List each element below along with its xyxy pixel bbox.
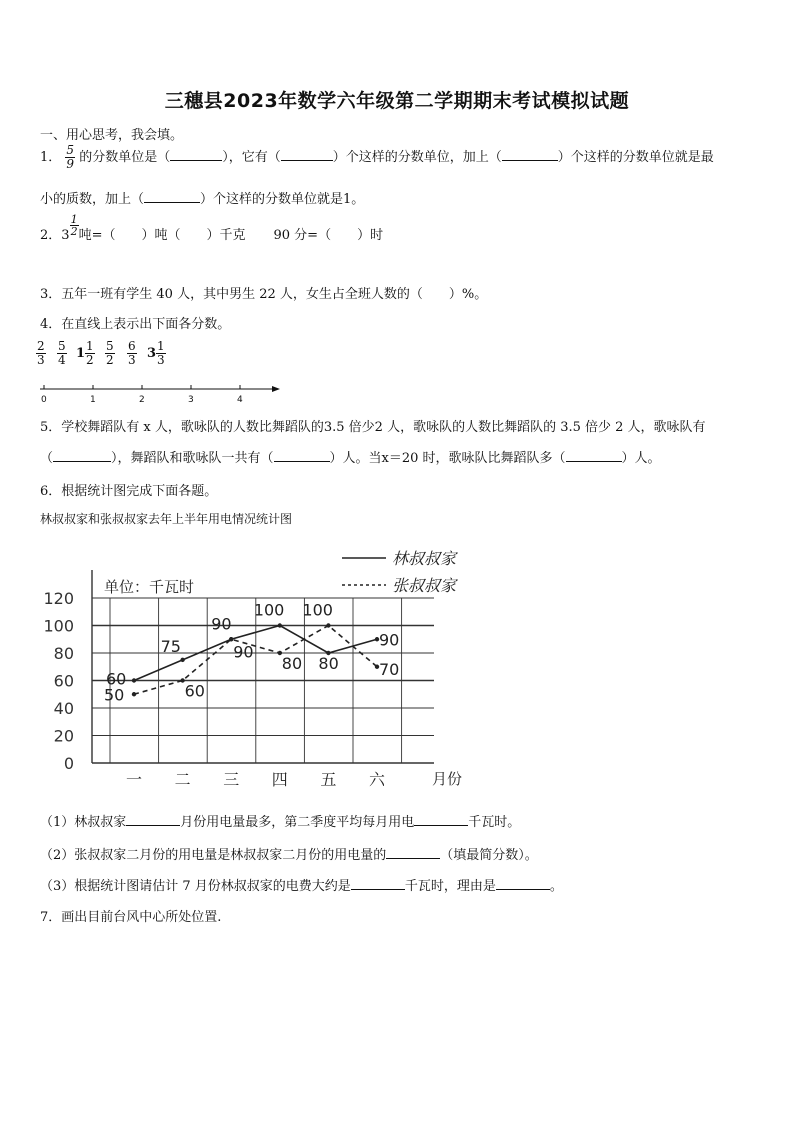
fraction-numerator: 6 bbox=[128, 339, 136, 353]
chart-x-ticks bbox=[126, 770, 386, 789]
number-line-tick-label: 1 bbox=[90, 395, 96, 405]
chart-legend bbox=[342, 549, 458, 595]
data-point bbox=[180, 658, 184, 662]
legend-label: 张叔叔家 bbox=[392, 576, 457, 595]
data-label: 100 bbox=[302, 600, 333, 620]
y-tick-label: 40 bbox=[53, 699, 74, 718]
chart-x-label: 月份 bbox=[432, 770, 463, 788]
fraction-denominator: 2 bbox=[86, 353, 94, 367]
number-line-tick-label: 4 bbox=[237, 395, 243, 405]
data-label: 60 bbox=[106, 669, 127, 689]
data-point bbox=[326, 623, 330, 627]
fraction-item bbox=[105, 340, 115, 367]
data-label: 50 bbox=[104, 685, 125, 705]
question-1-line-1: 1． $\frac{5}{9}$ 的分数单位是（ ），它有（ ）个这样的分数单位，加上（ ）个这样的分数单位就是最 bbox=[40, 143, 714, 171]
answer-blank[interactable] bbox=[566, 449, 622, 462]
page-title: 三穗县2023年数学六年级第二学期期末考试模拟试题 bbox=[164, 90, 630, 112]
question-7: 7．画出目前台风中心所处位置. bbox=[40, 910, 222, 925]
fraction-numerator: 5 bbox=[106, 339, 114, 353]
answer-blank[interactable] bbox=[53, 449, 111, 462]
x-tick-label: 五 bbox=[320, 770, 337, 789]
answer-blank[interactable] bbox=[496, 877, 550, 890]
answer-blank[interactable] bbox=[170, 148, 222, 161]
answer-blank[interactable] bbox=[281, 148, 333, 161]
fraction-numerator: 2 bbox=[37, 339, 45, 353]
x-tick-label: 六 bbox=[368, 770, 386, 789]
chart-y-ticks bbox=[43, 589, 74, 773]
data-point bbox=[229, 637, 233, 641]
answer-blank[interactable] bbox=[274, 449, 330, 462]
question-1-line-2: 小的质数，加上（ ）个这样的分数单位就是1。 bbox=[40, 192, 365, 207]
fraction-numerator: 5 bbox=[58, 339, 66, 353]
x-tick-label: 二 bbox=[174, 770, 191, 789]
number-line-tick-label: 2 bbox=[139, 395, 145, 405]
answer-blank[interactable] bbox=[126, 813, 180, 826]
question-6-sub-2: （2）张叔叔家二月份的用电量是林叔叔家二月份的用电量的 （填最简分数）。 bbox=[40, 848, 538, 863]
fraction-denominator: 3 bbox=[128, 353, 136, 367]
data-label: 70 bbox=[379, 659, 400, 679]
line-chart bbox=[36, 540, 496, 798]
section-heading: 一、用心思考，我会填。 bbox=[40, 128, 184, 143]
answer-blank[interactable] bbox=[351, 877, 405, 890]
y-tick-label: 60 bbox=[53, 671, 74, 691]
fraction-denominator: 4 bbox=[58, 353, 66, 367]
fraction bbox=[156, 340, 166, 367]
chart-caption: 林叔叔家和张叔叔家去年上半年用电情况统计图 bbox=[40, 512, 293, 526]
question-2: 2．3 $\frac{1}{2}$ 吨=（ ）吨（ ）千克 90 分=（ ）时 bbox=[40, 213, 384, 243]
fraction bbox=[105, 340, 115, 367]
data-label: 75 bbox=[160, 636, 181, 656]
y-tick-label: 20 bbox=[53, 726, 74, 746]
data-label: 90 bbox=[211, 614, 232, 634]
number-line[interactable] bbox=[36, 380, 286, 406]
fraction bbox=[85, 340, 95, 367]
fraction-item bbox=[127, 340, 137, 367]
data-label: 90 bbox=[233, 642, 254, 662]
y-tick-label: 80 bbox=[53, 644, 74, 663]
number-line-tick-label: 0 bbox=[41, 395, 47, 405]
question-3: 3．五年一班有学生 40 人，其中男生 22 人，女生占全班人数的（ ）%。 bbox=[40, 287, 488, 302]
fraction-five-ninths: $\frac{5}{9}$ bbox=[66, 143, 75, 171]
fraction bbox=[57, 340, 67, 367]
data-label: 80 bbox=[318, 654, 339, 673]
answer-blank[interactable] bbox=[414, 813, 468, 826]
data-point bbox=[278, 623, 282, 627]
fraction-one-half: $\frac{1}{2}$ bbox=[70, 213, 78, 238]
x-tick-label: 一 bbox=[125, 770, 143, 789]
legend-label: 林叔叔家 bbox=[392, 549, 457, 568]
fraction-item bbox=[36, 340, 46, 367]
question-4: 4．在直线上表示出下面各分数。 bbox=[40, 317, 231, 332]
fraction-item bbox=[147, 340, 166, 367]
data-label: 80 bbox=[281, 654, 303, 673]
fraction bbox=[127, 340, 137, 367]
y-tick-label: 0 bbox=[63, 754, 74, 773]
fraction-whole: 1 bbox=[76, 346, 86, 361]
question-6: 6．根据统计图完成下面各题。 bbox=[40, 484, 218, 499]
question-6-sub-1: （1）林叔叔家 月份用电量最多，第二季度平均每月用电 千瓦时。 bbox=[40, 815, 521, 830]
fraction-denominator: 2 bbox=[106, 353, 114, 367]
answer-blank[interactable] bbox=[502, 148, 558, 161]
question-5-line-1: 5．学校舞蹈队有 x 人，歌咏队的人数比舞蹈队的3.5 倍少2 人，歌咏队的人数比舞蹈队的 3.5 倍少 2 人，歌咏队有 bbox=[40, 420, 706, 435]
answer-blank[interactable] bbox=[144, 190, 200, 203]
chart-y-label: 单位：千瓦时 bbox=[104, 578, 195, 596]
chart-data-labels bbox=[104, 601, 399, 705]
x-tick-label: 四 bbox=[271, 770, 288, 789]
data-label: 100 bbox=[253, 600, 285, 620]
fraction-item bbox=[76, 340, 95, 367]
fraction-numerator: 1 bbox=[86, 339, 94, 353]
question-number: 1． bbox=[40, 150, 62, 165]
number-line-tick-label: 3 bbox=[188, 395, 194, 405]
fraction-denominator: 3 bbox=[37, 353, 45, 367]
fraction-denominator: 3 bbox=[157, 353, 165, 367]
question-6-sub-3: （3）根据统计图请估计 7 月份林叔叔家的电费大约是 千瓦时，理由是 。 bbox=[40, 879, 563, 894]
number-line-arrow bbox=[272, 386, 280, 392]
answer-blank[interactable] bbox=[386, 846, 440, 859]
data-label: 60 bbox=[184, 681, 205, 701]
fraction-whole: 3 bbox=[147, 346, 157, 361]
fraction-numerator: 1 bbox=[157, 339, 165, 353]
x-tick-label: 三 bbox=[223, 770, 240, 789]
data-point bbox=[132, 678, 136, 682]
y-tick-label: 100 bbox=[43, 616, 74, 636]
y-tick-label: 120 bbox=[43, 589, 74, 608]
question-5-line-2: （ ），舞蹈队和歌咏队一共有（ ）人。当x＝20 时，歌咏队比舞蹈队多（ ）人。 bbox=[40, 451, 661, 466]
fraction bbox=[36, 340, 46, 367]
fraction-item bbox=[57, 340, 67, 367]
data-point bbox=[132, 692, 136, 696]
data-label: 90 bbox=[379, 630, 400, 650]
